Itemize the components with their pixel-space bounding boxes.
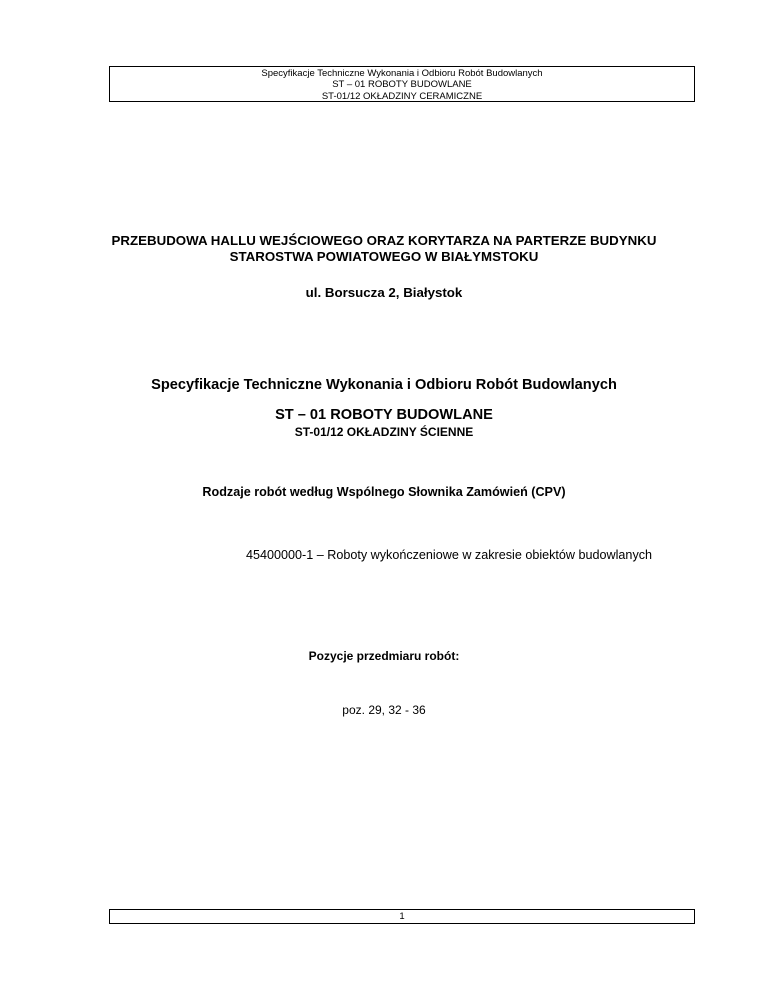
page-number: 1	[399, 911, 405, 922]
page-footer	[109, 909, 695, 924]
header-line-1: Specyfikacje Techniczne Wykonania i Odbioru Robót Budowlanych	[261, 68, 543, 79]
positions-heading: Pozycje przedmiaru robót:	[308, 649, 460, 663]
specification-title: Specyfikacje Techniczne Wykonania i Odbioru Robót Budowlanych	[151, 377, 617, 393]
cpv-heading: Rodzaje robót według Wspólnego Słownika Zamówień (CPV)	[202, 485, 566, 499]
project-address: ul. Borsucza 2, Białystok	[305, 285, 463, 300]
page-header	[109, 66, 695, 102]
project-title-line-2: STAROSTWA POWIATOWEGO W BIAŁYMSTOKU	[229, 249, 539, 264]
positions-value: poz. 29, 32 - 36	[342, 703, 426, 717]
st-subtitle: ST-01/12 OKŁADZINY ŚCIENNE	[294, 425, 474, 439]
st-title: ST – 01 ROBOTY BUDOWLANE	[275, 407, 493, 423]
project-title-line-1: PRZEBUDOWA HALLU WEJŚCIOWEGO ORAZ KORYTARZA NA PARTERZE BUDYNKU	[111, 233, 657, 248]
header-line-2: ST – 01 ROBOTY BUDOWLANE	[332, 79, 472, 91]
cpv-item: 45400000-1 – Roboty wykończeniowe w zakresie obiektów budowlanych	[246, 548, 653, 562]
header-line-3: ST-01/12 OKŁADZINY CERAMICZNE	[321, 90, 483, 102]
project-title	[0, 233, 768, 265]
